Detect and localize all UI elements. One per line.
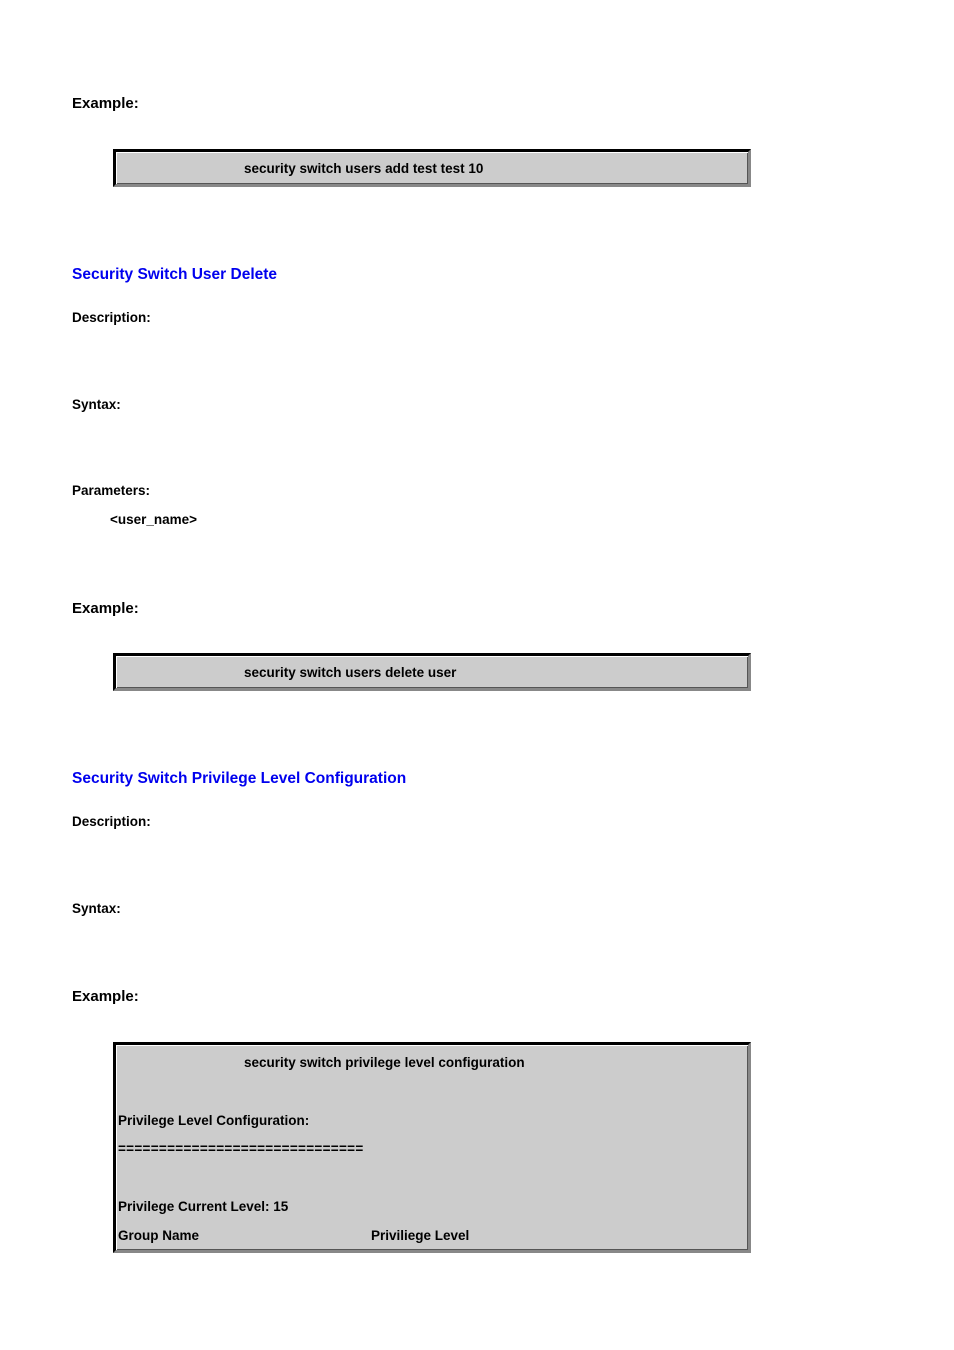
output-title: Privilege Level Configuration: [118,1113,310,1128]
command-text: security switch users add test test 10 [244,161,484,176]
output-column-group-name: Group Name [118,1228,200,1243]
output-current-level: Privilege Current Level: 15 [118,1199,289,1214]
parameter-name: <user_name> [110,512,198,527]
example-label: Example: [72,95,139,112]
example-label: Example: [72,600,139,617]
output-separator: ============================== [118,1141,364,1156]
command-box [113,149,751,187]
command-box [113,653,751,691]
description-label: Description: [72,310,151,325]
output-column-privilege-level: Priviliege Level [371,1228,470,1243]
command-text: security switch privilege level configuration [244,1055,525,1070]
command-output-box [113,1042,751,1253]
syntax-label: Syntax: [72,901,121,916]
description-label: Description: [72,814,151,829]
section-heading-user-delete: Security Switch User Delete [72,266,278,283]
example-label: Example: [72,988,139,1005]
parameters-label: Parameters: [72,483,151,498]
syntax-label: Syntax: [72,397,121,412]
section-heading-privilege-config: Security Switch Privilege Level Configuration [72,770,407,787]
command-text: security switch users delete user [244,665,457,680]
